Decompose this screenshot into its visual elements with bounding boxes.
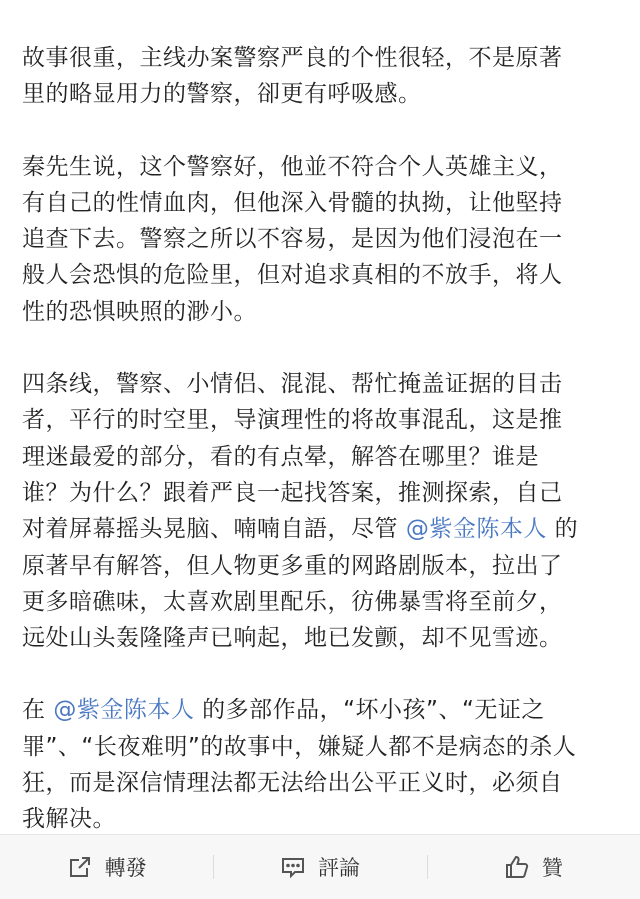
user-mention-link[interactable]: @紫金陈本人 [405,516,547,543]
action-bar [0,834,640,899]
post-body [22,40,622,874]
repost-label: 轉發 [104,856,147,880]
paragraph-text: 四条线，警察、小情侣、混混、帮忙掩盖证据的目击 者，平行的时空里，导演理性的将故事混乱，这是推 理迷最爱的部分，看的有点晕，解答在哪里？谁是 谁？为什么？跟着严良一起找答案，推测探索，自己 对着屏幕摇头晃脑、喃喃自語，尽管 [22,371,563,543]
thumbs-up-icon [504,854,530,880]
post-paragraph [22,366,622,656]
like-label: 贊 [541,856,563,880]
repost-button[interactable] [0,835,213,899]
comment-button[interactable] [213,835,426,899]
comment-label: 評論 [317,856,360,880]
like-button[interactable] [427,835,640,899]
share-arrow-icon [67,854,93,880]
post-paragraph [22,692,622,837]
paragraph-text: 的多部作品，“坏小孩”、“无证之 罪”、“长夜难明”的故事中，嫌疑人都不是病态的杀人 狂，而是深信情理法都无法给出公平正义时，必须自 我解决。 [22,697,577,833]
paragraph-text: 的 原著早有解答，但人物更多重的网路剧版本，拉出了 更多暗礁味，太喜欢剧里配乐，彷佛暴雪将至前夕， 远处山头轰隆隆声已响起，地已发颤，却不见雪迹。 [22,516,579,652]
user-mention-link[interactable]: @紫金陈本人 [53,697,195,724]
post-paragraph: 故事很重，主线办案警察严良的个性很轻，不是原著 里的略显用力的警察，卻更有呼吸感。 [22,45,563,108]
comment-bubble-icon [280,854,306,880]
paragraph-text: 在 [22,697,54,724]
post-paragraph: 秦先生说，这个警察好，他並不符合个人英雄主义， 有自己的性情血肉，但他深入骨髓的执拗，让他堅持 追查下去。警察之所以不容易，是因为他们浸泡在一 般人会恐惧的危险里，但对追求真相的不放手，将人 性的恐惧映照的渺小。 [22,153,563,325]
